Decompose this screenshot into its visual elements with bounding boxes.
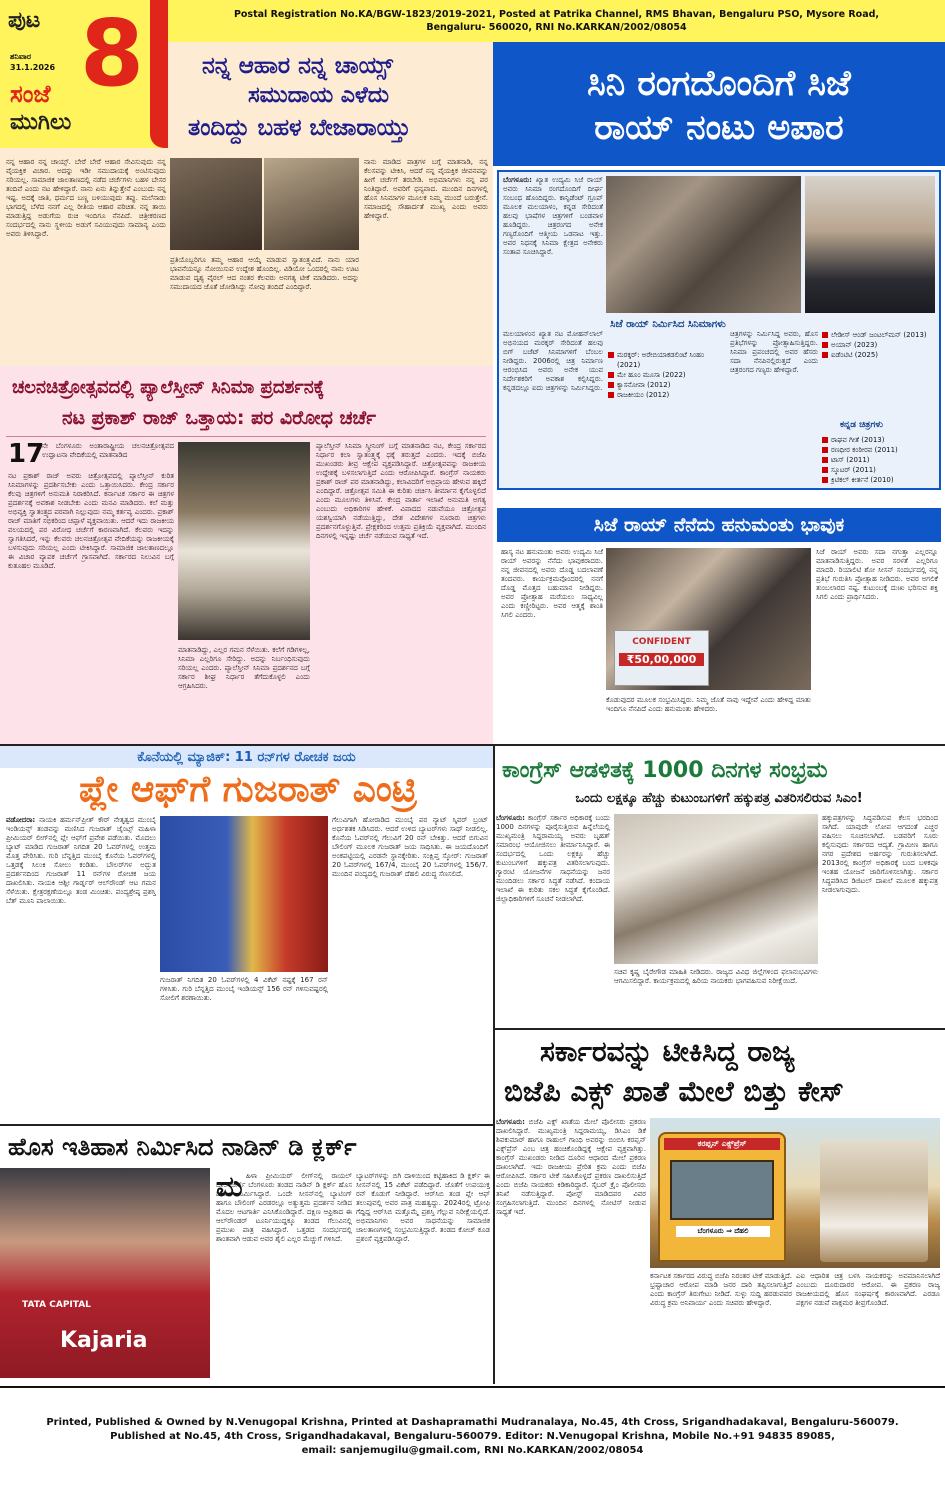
story1-column-3: ನಾನು ಮಾಡಿದ ಪಾತ್ರಗಳ ಬಗ್ಗೆ ಮಾತನಾಡಿ, ನನ್ನ ಕೆಲಸವನ್ನು ಟೀಕಿಸಿ, ಆದರೆ ನನ್ನ ವೈಯಕ್ತಿಕ ಜೀವನವನ್ನು ಹೀಗೆ ಚರ್ಚೆಗೆ ತರಬೇಡಿ. ಅಭಿಮಾನಿಗಳು ನನ್ನ ಪರ ನಿಂತಿದ್ದಾರೆ. ಅವರಿಗೆ ಧನ್ಯವಾದ. ಮುಂದಿನ ದಿನಗಳಲ್ಲಿ ಹೊಸ ಸಿನಿಮಾಗಳ ಮೂಲಕ ನಿಮ್ಮ ಮುಂದೆ ಬರುತ್ತೇನೆ. ಸಮಾಜದಲ್ಲಿ ಸೌಹಾರ್ದತೆ ಮುಖ್ಯ ಎಂದು ಅವರು ಹೇಳಿದ್ದಾರೆ. <box>364 158 488 220</box>
film-item: ಕ್ಯಾಸನೋವಾ (2012) <box>608 380 718 390</box>
story1-column-2: ಪ್ರತಿಯೊಬ್ಬರಿಗೂ ತಮ್ಮ ಆಹಾರ ಆಯ್ಕೆ ಮಾಡುವ ಸ್ವಾತಂತ್ರ್ಯವಿದೆ. ನಾನು ಯಾರ ಭಾವನೆಯನ್ನೂ ನೋಯಿಸುವ ಉದ್ದೇಶ ಹೊಂದಿಲ್ಲ. ವಿಡಿಯೋ ಒಂದರಲ್ಲಿ ನಾನು ಊಟ ಮಾಡುವ ದೃಶ್ಯ ವೈರಲ್ ಆದ ನಂತರ ಕೆಲವರು ಅನಗತ್ಯ ಟೀಕೆ ಮಾಡಿದರು. ಅದನ್ನು ಸಮುದಾಯದ ಜೊತೆ ಜೋಡಿಸಿದ್ದು ನೋವು ತಂದಿದೆ ಎಂದಿದ್ದಾರೆ. <box>170 256 359 291</box>
story7-bus-route: ಬೆಂಗಳೂರು ⇒ ದೆಹಲಿ <box>676 1226 770 1237</box>
footer-line1: Printed, Published & Owned by N.Venugopal Krishna, Printed at Dashapramathi Mudranalaya, No.45, 4th Cross, Srigandhadakaval, Bengaluru-560079. <box>46 1417 899 1428</box>
row-rule <box>0 744 945 746</box>
story4-headline: ಸಿಜೆ ರಾಯ್ ನೆನೆದು ಹನುಮಂತು ಭಾವುಕ <box>593 514 845 536</box>
story8-column-2: ಬ್ಯಾಟರ್‌ಗಳನ್ನು ಬಿಗಿ ದಾಳಿಯಿಂದ ಕಟ್ಟಿಹಾಕಿದ ಡಿ ಕ್ಲರ್ಕ್ ಈ ಸೀಸನ್‌ನಲ್ಲಿ 15 ವಿಕೆಟ್ ಪಡೆದಿದ್ದಾರೆ. ಜೊತೆಗೆ ಉಪಯುಕ್ತ ರನ್ ಕೊಡುಗೆ ನೀಡಿದ್ದಾರೆ. ಆರ್‌ಸಿಬಿ ತಂಡ ಪ್ಲೇ ಆಫ್ ತಲುಪುವಲ್ಲಿ ಅವರ ಪಾತ್ರ ಮಹತ್ವದ್ದು. 2024ರಲ್ಲಿ ಟ್ರೋಫಿ ಗೆದ್ದಿದ್ದ ಆರ್‌ಸಿಬಿ ಮತ್ತೊಮ್ಮೆ ಪ್ರಶಸ್ತಿ ಗೆಲ್ಲುವ ನಿರೀಕ್ಷೆಯಲ್ಲಿದೆ. ಅಭಿಮಾನಿಗಳು ಅವರ ಸಾಧನೆಯನ್ನು ಸಾಮಾಜಿಕ ಜಾಲತಾಣಗಳಲ್ಲಿ ಸಂಭ್ರಮಿಸುತ್ತಿದ್ದಾರೆ. ತಂಡದ ಕೋಚ್ ಕೂಡ ಪ್ರಶಂಸೆ ವ್ಯಕ್ತಪಡಿಸಿದ್ದಾರೆ. <box>356 1172 490 1243</box>
story1-headline-line3: ತಂದಿದ್ದು ಬಹಳ ಬೇಜಾರಾಯ್ತು <box>188 115 411 141</box>
story5-column-2: ಗುಜರಾತ್ ನಿಗದಿತ 20 ಓವರ್‌ಗಳಲ್ಲಿ 4 ವಿಕೆಟ್ ನಷ್ಟಕ್ಕೆ 167 ರನ್ ಗಳಿಸಿತು. ಗುರಿ ಬೆನ್ನತ್ತಿದ ಮುಂಬೈ ಇಂಡಿಯನ್ಸ್ 156 ರನ್ ಗಳಿಸುವಷ್ಟರಲ್ಲಿ ಸೋಲಿಗೆ ಶರಣಾಯಿತು. <box>160 976 328 1002</box>
story8-headline: ಹೊಸ ಇತಿಹಾಸ ನಿರ್ಮಿಸಿದ ನಾಡಿನ್ ಡಿ ಕ್ಲರ್ಕ್ <box>8 1133 357 1161</box>
story3-photo-prakash-raj <box>178 442 310 640</box>
film-item: ಅಯಾನ್ (2023) <box>822 340 937 350</box>
story2-column-1: ಬೆಂಗಳೂರು: ಖ್ಯಾತ ಉದ್ಯಮಿ ಸಿಜೆ ರಾಯ್ ಅವರು ಸಿನಿಮಾ ರಂಗದೊಂದಿಗೆ ದೀರ್ಘ ಸಂಬಂಧ ಹೊಂದಿದ್ದರು. ಕಾನ್ಫಿಡೆಂಟ್ ಗ್ರೂಪ್ ಮೂಲಕ ಮಲಯಾಳಂ, ಕನ್ನಡ ಸೇರಿದಂತೆ ಹಲವು ಭಾಷೆಗಳ ಚಿತ್ರಗಳಿಗೆ ಬಂಡವಾಳ ಹೂಡಿದ್ದರು. ಚಿತ್ರರಂಗದ ಅನೇಕ ಗಣ್ಯರೊಂದಿಗೆ ಆತ್ಮೀಯ ಒಡನಾಟ ಇತ್ತು. ಅವರ ನಿಧನಕ್ಕೆ ಸಿನಿಮಾ ಕ್ಷೇತ್ರದ ಅನೇಕರು ಸಂತಾಪ ಸೂಚಿಸಿದ್ದಾರೆ. <box>503 176 603 256</box>
story5-photo-players <box>160 816 328 972</box>
masthead-red-bar <box>150 0 168 148</box>
registration-line1: Postal Registration No.KA/BGW-1823/2019-2021, Posted at Patrika Channel, RMS Bhavan, Bengaluru PSO, Mysore Road, <box>233 9 880 20</box>
film-item: ಮರಕ್ಕರ್: ಅರೇಬಿಯಾಕಡಲಿಂಟೆ ಸಿಂಹಂ (2021) <box>608 350 718 370</box>
story3-divider <box>6 436 486 437</box>
masthead <box>0 0 168 148</box>
story6-column-2: ಸಚಿವ ಕೃಷ್ಣ ಬೈರೇಗೌಡ ಮಾಹಿತಿ ನೀಡಿದರು. ರಾಜ್ಯದ ವಿವಿಧ ಜಿಲ್ಲೆಗಳಿಂದ ಫಲಾನುಭವಿಗಳು ಆಗಮಿಸಲಿದ್ದಾರೆ. ಕಾರ್ಯಕ್ರಮದಲ್ಲಿ ಹಿರಿಯ ನಾಯಕರು ಭಾಗವಹಿಸುವ ನಿರೀಕ್ಷೆಯಿದೆ. <box>614 968 818 985</box>
footer-line2: Published at No.45, 4th Cross, Srigandhadakaval, Bengaluru-560079. Editor: N.Venugopal Krishna, Mobile No.+91 94835 89085, <box>110 1431 835 1442</box>
story7-bus-window <box>670 1160 774 1220</box>
story3-column-2: ಮಾತನಾಡಿದ್ದು, ಎಲ್ಲರ ಗಮನ ಸೆಳೆಯಿತು. ಕಲೆಗೆ ಗಡಿಗಳಿಲ್ಲ, ಸಿನಿಮಾ ಎಲ್ಲರಿಗೂ ಸೇರಿದ್ದು. ಅದನ್ನು ನಿರ್ಬಂಧಿಸುವುದು ಸರಿಯಲ್ಲ ಎಂದರು. ಪ್ಯಾಲೆಸ್ತೀನ್ ಸಿನಿಮಾ ಪ್ರದರ್ಶನದ ಬಗ್ಗೆ ಸರ್ಕಾರ ಶೀಘ್ರ ನಿರ್ಧಾರ ತೆಗೆದುಕೊಳ್ಳಲಿ ಎಂದು ಆಗ್ರಹಿಸಿದರು. <box>178 646 310 690</box>
story7-headline-line2: ಬಿಜೆಪಿ ಎಕ್ಸ್ ಖಾತೆ ಮೇಲೆ ಬಿತ್ತು ಕೇಸ್ <box>504 1075 844 1108</box>
story8-column-1: ಹಿಳಾ ಪ್ರೀಮಿಯರ್ ಲೀಗ್‌ನಲ್ಲಿ ರಾಯಲ್ ಚಾಲೆಂಜರ್ಸ್ ಬೆಂಗಳೂರು ತಂಡದ ನಾಡಿನ್ ಡಿ ಕ್ಲರ್ಕ್ ಹೊಸ ದಾಖಲೆ ನಿರ್ಮಿಸಿದ್ದಾರೆ. ಒಂದೇ ಸೀಸನ್‌ನಲ್ಲಿ ಬ್ಯಾಟಿಂಗ್ ಹಾಗೂ ಬೌಲಿಂಗ್ ಎರಡರಲ್ಲೂ ಅತ್ಯುತ್ತಮ ಪ್ರದರ್ಶನ ನೀಡಿದ ಮೊದಲ ಆಟಗಾರ್ತಿ ಎನಿಸಿಕೊಂಡಿದ್ದಾರೆ. ದಕ್ಷಿಣ ಆಫ್ರಿಕಾದ ಈ ಆಲ್‌ರೌಂಡರ್ ಟೂರ್ನಿಯುದ್ದಕ್ಕೂ ತಂಡದ ಗೆಲುವಿನಲ್ಲಿ ಪ್ರಮುಖ ಪಾತ್ರ ವಹಿಸಿದ್ದಾರೆ. ಒತ್ತಡದ ಸಂದರ್ಭದಲ್ಲಿ ಶಾಂತವಾಗಿ ಆಡುವ ಅವರ ಶೈಲಿ ಎಲ್ಲರ ಮೆಚ್ಚುಗೆ ಗಳಿಸಿದೆ. <box>216 1172 352 1243</box>
footer-line3: email: sanjemugilu@gmail.com, RNI No.KARKAN/2002/08054 <box>301 1445 644 1456</box>
story2-headline-line1: ಸಿನಿ ರಂಗದೊಂದಿಗೆ ಸಿಜೆ <box>587 64 851 104</box>
story6-column-3: ಹಕ್ಕುಪತ್ರಗಳನ್ನು ಸಿದ್ಧಪಡಿಸುವ ಕೆಲಸ ಭರದಿಂದ ಸಾಗಿದೆ. ಯಾವುದೇ ಲೋಪ ಆಗದಂತೆ ಎಚ್ಚರ ವಹಿಸಲು ಸೂಚಿಸಲಾಗಿದೆ. ಬಡವರಿಗೆ ಸೂರು ಕಲ್ಪಿಸುವುದು ಸರ್ಕಾರದ ಆದ್ಯತೆ. ಗ್ರಾಮೀಣ ಹಾಗೂ ನಗರ ಪ್ರದೇಶದ ಅರ್ಹರನ್ನು ಗುರುತಿಸಲಾಗಿದೆ. 2013ರಲ್ಲಿ ಕಾಂಗ್ರೆಸ್ ಅಧಿಕಾರಕ್ಕೆ ಬಂದ ಬಳಿಕವೂ ಇಂತಹ ಯೋಜನೆ ಜಾರಿಗೊಳಿಸಲಾಗಿತ್ತು. ಸರ್ಕಾರ ಸಿದ್ಧಪಡಿಸಿದ ಡಿಜಿಟಲ್ ದಾಖಲೆ ಮೂಲಕ ಹಕ್ಕುಪತ್ರ ನೀಡಲಾಗುವುದು. <box>822 814 938 894</box>
story5-dateline: ವಡೋದರಾ: <box>6 816 36 824</box>
story7-headline-line1: ಸರ್ಕಾರವನ್ನು ಟೀಕಿಸಿದ್ದ ರಾಜ್ಯ <box>540 1035 795 1068</box>
story3-column-3: ಪ್ಯಾಲೆಸ್ತೀನ್ ಸಿನಿಮಾ ಸ್ಕ್ರೀನಿಂಗ್ ಬಗ್ಗೆ ಮಾತನಾಡಿದ ನಟ, ಕೇಂದ್ರ ಸರ್ಕಾರದ ನಿರ್ಧಾರ ಕಲಾ ಸ್ವಾತಂತ್ರ್ಯಕ್ಕೆ ಧಕ್ಕೆ ತರುತ್ತದೆ ಎಂದರು. ಇದಕ್ಕೆ ಬಿಜೆಪಿ ಮುಖಂಡರು ತೀವ್ರ ಆಕ್ಷೇಪ ವ್ಯಕ್ತಪಡಿಸಿದ್ದಾರೆ. ಚಿತ್ರೋತ್ಸವವನ್ನು ರಾಜಕೀಯ ಉದ್ದೇಶಕ್ಕೆ ಬಳಸಲಾಗುತ್ತಿದೆ ಎಂದು ಆರೋಪಿಸಿದ್ದಾರೆ. ಕಾಂಗ್ರೆಸ್ ನಾಯಕರು ಪ್ರಕಾಶ್ ರಾಜ್ ಪರ ಮಾತನಾಡಿದ್ದು, ಕಲಾವಿದರಿಗೆ ಅಭಿಪ್ರಾಯ ಹೇಳುವ ಹಕ್ಕಿದೆ ಎಂದಿದ್ದಾರೆ. ಚಿತ್ರೋತ್ಸವ ಸಮಿತಿ ಈ ಕುರಿತು ಚರ್ಚಿಸಿ ತೀರ್ಮಾನ ಕೈಗೊಳ್ಳಲಿದೆ ಎಂದು ಮೂಲಗಳು ತಿಳಿಸಿವೆ. ಕೇಂದ್ರ ವಾರ್ತಾ ಇಲಾಖೆ ಅನುಮತಿ ಅಗತ್ಯ ಎಂಬುದು ಅಧಿಕಾರಿಗಳ ಹೇಳಿಕೆ. ವಿವಾದದ ನಡುವೆಯೂ ಚಿತ್ರೋತ್ಸವ ಯಶಸ್ವಿಯಾಗಿ ನಡೆಯುತ್ತಿದ್ದು, ದೇಶ ವಿದೇಶಗಳ ನೂರಾರು ಚಿತ್ರಗಳು ಪ್ರದರ್ಶನಗೊಳ್ಳುತ್ತಿವೆ. ಪ್ರೇಕ್ಷಕರಿಂದ ಉತ್ತಮ ಪ್ರತಿಕ್ರಿಯೆ ವ್ಯಕ್ತವಾಗಿದೆ. ಮುಂದಿನ ದಿನಗಳಲ್ಲಿ ಇನ್ನಷ್ಟು ಚರ್ಚೆ ನಡೆಯುವ ಸಾಧ್ಯತೆ ಇದೆ. <box>316 442 486 540</box>
footer <box>0 1386 945 1491</box>
story1-column-1: ನನ್ನ ಆಹಾರ ನನ್ನ ಚಾಯ್ಸ್. ಬೇರೆ ಬೇರೆ ಆಹಾರ ಸೇವಿಸುವುದು ನನ್ನ ವೈಯಕ್ತಿಕ ವಿಚಾರ. ಅದನ್ನು ಇಡೀ ಸಮುದಾಯಕ್ಕೆ ಅಂಟಿಸುವುದು ಸರಿಯಲ್ಲ. ಸಾಮಾಜಿಕ ಜಾಲತಾಣದಲ್ಲಿ ನಡೆದ ಚರ್ಚೆಗಳು ಬಹಳ ಬೇಸರ ತಂದಿವೆ ಎಂದು ನಟ ಹೇಳಿದ್ದಾರೆ. ನಾನು ಏನು ತಿನ್ನುತ್ತೇನೆ ಎಂಬುದು ನನ್ನ ಇಷ್ಟ. ಅದಕ್ಕೆ ಜಾತಿ, ಧರ್ಮದ ಬಣ್ಣ ಬಳಿಯುವುದು ತಪ್ಪು. ಮಲೆನಾಡು ಭಾಗದಲ್ಲಿ ಬೆಳೆದ ನನಗೆ ಎಲ್ಲ ರೀತಿಯ ಆಹಾರ ಪರಿಚಿತ. ನನ್ನ ತಾಯಿ ಮಾಡುತ್ತಿದ್ದ ಅಡುಗೆಯ ರುಚಿ ಇಂದಿಗೂ ನೆನಪಿದೆ. ಚಿತ್ರೀಕರಣದ ಸಂದರ್ಭದಲ್ಲಿ ನಾನು ಸ್ಥಳೀಯ ಅಡುಗೆ ಸವಿಯುವುದು ಸಾಮಾನ್ಯ ಎಂದು ಅವರು ತಿಳಿಸಿದ್ದಾರೆ. <box>6 158 166 238</box>
story7-bus-board: ಕರಪ್ಷನ್ ಎಕ್ಸ್‌ಪ್ರೆಸ್ <box>664 1138 780 1150</box>
story7-dateline: ಬೆಂಗಳೂರು: <box>496 1118 525 1126</box>
story2-films-right <box>822 330 937 360</box>
story7-column-2: ಕರ್ನಾಟಕ ಸರ್ಕಾರದ ವಿರುದ್ಧ ಬಿಜೆಪಿ ನಿರಂತರ ಟೀಕೆ ಮಾಡುತ್ತಿದೆ. ಭ್ರಷ್ಟಾಚಾರ ಆರೋಪ ಮಾಡಿ ಜನರ ದಾರಿ ತಪ್ಪಿಸಲಾಗುತ್ತಿದೆ ಎಂದು ಕಾಂಗ್ರೆಸ್ ತಿರುಗೇಟು ನೀಡಿದೆ. ಸುಳ್ಳು ಸುದ್ದಿ ಹರಡುವವರ ವಿರುದ್ಧ ಕ್ರಮ ಅನಿವಾರ್ಯ ಎಂದು ಸಚಿವರು ಹೇಳಿದ್ದಾರೆ. <box>650 1272 792 1307</box>
story6-column-1: ಬೆಂಗಳೂರು: ಕಾಂಗ್ರೆಸ್ ಸರ್ಕಾರ ಅಧಿಕಾರಕ್ಕೆ ಬಂದು 1000 ದಿನಗಳನ್ನು ಪೂರೈಸುತ್ತಿರುವ ಹಿನ್ನೆಲೆಯಲ್ಲಿ ಮುಖ್ಯಮಂತ್ರಿ ಸಿದ್ದರಾಮಯ್ಯ ಅವರು ಬೃಹತ್ ಸಮಾರಂಭ ಆಯೋಜಿಸಲು ತೀರ್ಮಾನಿಸಿದ್ದಾರೆ. ಈ ಸಂದರ್ಭದಲ್ಲಿ ಒಂದು ಲಕ್ಷಕ್ಕೂ ಹೆಚ್ಚು ಕುಟುಂಬಗಳಿಗೆ ಹಕ್ಕುಪತ್ರ ವಿತರಿಸಲಾಗುವುದು. ಗ್ಯಾರಂಟಿ ಯೋಜನೆಗಳ ಸಾಧನೆಯನ್ನು ಜನರ ಮುಂದಿಡಲು ಸರ್ಕಾರ ಸಿದ್ಧತೆ ನಡೆಸಿದೆ. ಕಂದಾಯ ಇಲಾಖೆ ಈ ಕುರಿತು ಸಕಲ ಸಿದ್ಧತೆ ಕೈಗೊಂಡಿದೆ. ಜಿಲ್ಲಾಧಿಕಾರಿಗಳಿಗೆ ಸೂಚನೆ ನೀಡಲಾಗಿದೆ. <box>496 814 610 903</box>
row-rule <box>495 1028 945 1030</box>
story1 <box>168 42 493 148</box>
story4-banner-amount: ₹50,00,000 <box>619 653 704 666</box>
story7-column-3: ಎಐ ಆಧಾರಿತ ಚಿತ್ರ ಬಳಸಿ ನಾಯಕರನ್ನು ಅವಮಾನಿಸಲಾಗಿದೆ ಎಂಬುದು ದೂರುದಾರರ ಆರೋಪ. ಈ ಪ್ರಕರಣ ರಾಜ್ಯ ರಾಜಕೀಯದಲ್ಲಿ ಹೊಸ ಸಂಘರ್ಷಕ್ಕೆ ಕಾರಣವಾಗಿದೆ. ಎರಡೂ ಪಕ್ಷಗಳ ನಡುವೆ ವಾಕ್ಸಮರ ತೀವ್ರಗೊಂಡಿದೆ. <box>796 1272 940 1307</box>
story2-collage <box>606 176 801 313</box>
registration-line2: Bengaluru- 560020, RNI No.KARKAN/2002/08054 <box>426 22 687 33</box>
story2-column-2: ಚಿತ್ರಗಳನ್ನು ನಿರ್ಮಿಸಿದ್ದ ಅವರು, ಹೊಸ ಪ್ರತಿಭೆಗಳನ್ನು ಪ್ರೋತ್ಸಾಹಿಸುತ್ತಿದ್ದರು. ಸಿನಿಮಾ ಪ್ರಪಂಚದಲ್ಲಿ ಅವರ ಹೆಸರು ಸದಾ ನೆನಪಿನಲ್ಲಿರುತ್ತದೆ ಎಂದು ಚಿತ್ರರಂಗದ ಗಣ್ಯರು ಹೇಳಿದ್ದಾರೆ. <box>730 330 818 374</box>
story7-bus <box>658 1132 786 1262</box>
story4-collage <box>606 548 811 690</box>
story6-photo-cm <box>614 814 818 964</box>
story3-column-1b: ನಟ ಪ್ರಕಾಶ್ ರಾಜ್ ಅವರು ಚಿತ್ರೋತ್ಸವದಲ್ಲಿ ಪ್ಯಾಲೆಸ್ತೀನ್ ಕುರಿತ ಸಿನಿಮಾಗಳನ್ನು ಪ್ರದರ್ಶಿಸಬೇಕು ಎಂದು ಒತ್ತಾಯಿಸಿದರು. ಕೇಂದ್ರ ಸರ್ಕಾರ ಕೆಲವು ಚಿತ್ರಗಳಿಗೆ ಅನುಮತಿ ನಿರಾಕರಿಸಿದೆ. ಕರ್ನಾಟಕ ಸರ್ಕಾರ ಈ ಚಿತ್ರಗಳ ಪ್ರದರ್ಶನಕ್ಕೆ ಅವಕಾಶ ನೀಡಬೇಕು ಎಂದು ಮನವಿ ಮಾಡಿದರು. ಕಲೆ ಮತ್ತು ಅಭಿವ್ಯಕ್ತಿ ಸ್ವಾತಂತ್ರ್ಯದ ಪರವಾಗಿ ನಿಲ್ಲುವುದು ನಮ್ಮ ಕರ್ತವ್ಯ ಎಂದರು. ಪ್ರಕಾಶ್ ರಾಜ್ ಮಾತಿಗೆ ಸಭಿಕರಿಂದ ಚಪ್ಪಾಳೆ ವ್ಯಕ್ತವಾಯಿತು. ಆದರೆ ಇದು ರಾಜಕೀಯ ವಲಯದಲ್ಲಿ ಪರ ವಿರೋಧ ಚರ್ಚೆಗೆ ಕಾರಣವಾಗಿದೆ. ಕೆಲವರು ಇದನ್ನು ಸ್ವಾಗತಿಸಿದರೆ, ಇನ್ನು ಕೆಲವರು ಚಲನಚಿತ್ರೋತ್ಸವ ವೇದಿಕೆಯನ್ನು ರಾಜಕೀಯಕ್ಕೆ ಬಳಸುವುದು ಸರಿಯಲ್ಲ ಎಂದು ಟೀಕಿಸಿದ್ದಾರೆ. ಸಾಮಾಜಿಕ ಜಾಲತಾಣದಲ್ಲೂ ಈ ವಿಚಾರ ವ್ಯಾಪಕ ಚರ್ಚೆಗೆ ಗ್ರಾಸವಾಗಿದೆ. ಸರ್ಕಾರದ ನಿಲುವಿನ ಬಗ್ಗೆ ಕುತೂಹಲ ಮೂಡಿದೆ. <box>8 472 174 570</box>
film-item: ರಾಘವ ಗೀತೆ (2013) <box>822 435 937 445</box>
story5-kicker-text: ಕೊನೆಯಲ್ಲಿ ಮ್ಯಾಜಿಕ್: 11 ರನ್‌ಗಳ ರೋಚಕ ಜಯ <box>137 750 356 765</box>
row-rule <box>0 1124 493 1126</box>
story4-headline-bar <box>497 508 941 542</box>
story4-column-3: ಸಿಜೆ ರಾಯ್ ಅವರು ಸದಾ ನಗುತ್ತಾ ಎಲ್ಲರನ್ನೂ ಮಾತನಾಡಿಸುತ್ತಿದ್ದರು. ಅವರ ಸರಳತೆ ಎಲ್ಲರಿಗೂ ಮಾದರಿ. ರಿಯಾಲಿಟಿ ಶೋ ಸೀಸನ್ ಸಂದರ್ಭದಲ್ಲಿ ನನ್ನ ಪ್ರತಿಭೆ ಗುರುತಿಸಿ ಪ್ರೋತ್ಸಾಹ ನೀಡಿದರು. ಅವರ ಅಗಲಿಕೆ ತುಂಬಲಾರದ ನಷ್ಟ. ಕುಟುಂಬಕ್ಕೆ ದುಃಖ ಭರಿಸುವ ಶಕ್ತಿ ಸಿಗಲಿ ಎಂದು ಪ್ರಾರ್ಥಿಸಿದರು. <box>816 548 938 601</box>
story3-headline-line1: ಚಲನಚಿತ್ರೋತ್ಸವದಲ್ಲಿ ಪ್ಯಾಲೆಸ್ತೀನ್ ಸಿನಿಮಾ ಪ್ರದರ್ಶನಕ್ಕೆ <box>12 377 325 398</box>
story2-headline-line2: ರಾಯ್ ನಂಟು ಅಪಾರ <box>594 108 844 148</box>
story4-column-1: ಹಾಸ್ಯ ನಟ ಹನುಮಂತು ಅವರು ಉದ್ಯಮಿ ಸಿಜೆ ರಾಯ್ ಅವರನ್ನು ನೆನೆದು ಭಾವುಕರಾದರು. ನನ್ನ ಜೀವನದಲ್ಲಿ ಅವರು ದೊಡ್ಡ ಬದಲಾವಣೆ ತಂದವರು. ಕಾರ್ಯಕ್ರಮವೊಂದರಲ್ಲಿ ನನಗೆ ದೊಡ್ಡ ಮೊತ್ತದ ಬಹುಮಾನ ನೀಡಿದ್ದರು. ಅವರ ಪ್ರೋತ್ಸಾಹ ಮರೆಯಲು ಸಾಧ್ಯವಿಲ್ಲ ಎಂದು ಕಣ್ಣೀರಿಟ್ಟರು. ಅವರ ಆತ್ಮಕ್ಕೆ ಶಾಂತಿ ಸಿಗಲಿ ಎಂದರು. <box>501 548 603 619</box>
story3-headline-line2: ನಟ ಪ್ರಕಾಶ್ ರಾಜ್ ಒತ್ತಾಯ: ಪರ ವಿರೋಧ ಚರ್ಚೆ <box>62 407 377 429</box>
story5-kicker <box>0 746 493 768</box>
story2-films-kannada <box>822 435 937 485</box>
story8-jersey-text1: TATA CAPITAL <box>22 1300 91 1310</box>
film-item: ಕ್ರಿಟಿಕಲ್ ಕೀರ್ತನೆ (2010) <box>822 475 937 485</box>
film-item: ಐಡೆಂಟಿಟಿ (2025) <box>822 350 937 360</box>
film-item: ರಾಜಕೀಯಂ (2012) <box>608 390 718 400</box>
story1-photo-actor-portrait <box>170 158 262 250</box>
story1-photo-actor-eating <box>264 158 359 250</box>
story4-banner-text: CONFIDENT <box>632 637 691 647</box>
story6-dateline: ಬೆಂಗಳೂರು: <box>496 814 525 822</box>
story2-dateline: ಬೆಂಗಳೂರು: <box>503 176 532 184</box>
registration-banner <box>168 0 945 42</box>
story3-dropcap: 17 <box>8 439 45 469</box>
page-day: ಶನಿವಾರ <box>10 52 32 61</box>
story5-headline: ಪ್ಲೇ ಆಫ್‌ಗೆ ಗುಜರಾತ್ ಎಂಟ್ರಿ <box>79 769 417 810</box>
story4-column-2: ಕೊಡುವುದರ ಮೂಲಕ ಸಂಭ್ರಮಿಸಿದ್ದರು. ನಿಮ್ಮ ಜೊತೆ ನಾವು ಇದ್ದೇವೆ ಎಂದು ಹೇಳಿದ್ದ ಮಾತು ಇಂದಿಗೂ ನೆನಪಿದೆ ಎಂದು ಹನುಮಂತು ಹೇಳಿದರು. <box>606 696 811 713</box>
story2-column-1b: ಮಲಯಾಳಂನ ಖ್ಯಾತ ನಟ ಮೋಹನ್‌ಲಾಲ್ ಅಭಿನಯದ ಮರಕ್ಕರ್ ಸೇರಿದಂತೆ ಹಲವು ಬಿಗ್ ಬಜೆಟ್ ಸಿನಿಮಾಗಳಿಗೆ ಬೆಂಬಲ ನೀಡಿದ್ದರು. 2006ರಲ್ಲಿ ಚಿತ್ರ ನಿರ್ಮಾಣ ಆರಂಭಿಸಿದ ಅವರು ಅನೇಕ ಯುವ ನಿರ್ದೇಶಕರಿಗೆ ಅವಕಾಶ ಕಲ್ಪಿಸಿದ್ದರು. ಕನ್ನಡದಲ್ಲೂ ಐದು ಚಿತ್ರಗಳನ್ನು ನಿರ್ಮಿಸಿದ್ದರು. <box>503 330 603 392</box>
page-date: 31.1.2026 <box>10 63 56 72</box>
story8-photo-nadine <box>0 1168 210 1378</box>
film-item: ಸ್ಕೂಟರ್ (2011) <box>822 465 937 475</box>
story5-column-3: ಗೆಲುವಿಗಾಗಿ ಹೋರಾಡಿದ ಮುಂಬೈ ಪರ ನ್ಯಾಟ್ ಸ್ಕಿವರ್ ಬ್ರಂಟ್ ಅರ್ಧಶತಕ ಸಿಡಿಸಿದರು. ಆದರೆ ಉಳಿದ ಬ್ಯಾಟರ್‌ಗಳು ಸಾಥ್ ನೀಡಲಿಲ್ಲ. ಕೊನೆಯ ಓವರ್‌ನಲ್ಲಿ ಗೆಲುವಿಗೆ 20 ರನ್ ಬೇಕಿತ್ತು. ಆದರೆ ಬಿಗುವಿನ ಬೌಲಿಂಗ್ ಮೂಲಕ ಗುಜರಾತ್ ಜಯ ಸಾಧಿಸಿತು. ಈ ಜಯದೊಂದಿಗೆ ಅಂಕಪಟ್ಟಿಯಲ್ಲಿ ಎರಡನೇ ಸ್ಥಾನಕ್ಕೇರಿತು. ಸಂಕ್ಷಿಪ್ತ ಸ್ಕೋರ್: ಗುಜರಾತ್ 20 ಓವರ್‌ಗಳಲ್ಲಿ 167/4, ಮುಂಬೈ 20 ಓವರ್‌ಗಳಲ್ಲಿ 156/7. ಮುಂದಿನ ಪಂದ್ಯದಲ್ಲಿ ಗುಜರಾತ್ ದೆಹಲಿ ವಿರುದ್ಧ ಸೆಣಸಲಿದೆ. <box>332 816 488 878</box>
paper-name-line1: ಸಂಜೆ <box>10 80 51 108</box>
story2-films-title: ಸಿಜೆ ರಾಯ್ ನಿರ್ಮಿಸಿದ ಸಿನಿಮಾಗಳು <box>610 319 726 330</box>
story3-column-1: ನೇ ಬೆಂಗಳೂರು ಅಂತಾರಾಷ್ಟ್ರೀಯ ಚಲನಚಿತ್ರೋತ್ಸವದ ಉದ್ಘಾಟನಾ ವೇದಿಕೆಯಲ್ಲಿ ಮಾತನಾಡಿದ <box>42 442 174 459</box>
story7-person-figures <box>820 1140 928 1262</box>
story8-dropcap: ಮ <box>216 1170 243 1203</box>
story2-headline-bar <box>493 42 945 166</box>
story2-films-left <box>608 350 718 400</box>
film-item: ಮೇ ಹೂಂ ಮೂಸಾ (2022) <box>608 370 718 380</box>
film-item: ಟಾಸ್ (2011) <box>822 455 937 465</box>
film-item: ಲೇಡೀಸ್ ಆಂಡ್ ಜಂಟಲ್‌ಮನ್ (2013) <box>822 330 937 340</box>
story1-headline-line2: ಸಮುದಾಯ ಎಳೆದು <box>248 83 389 108</box>
story2-photo-cj-roy <box>805 176 935 313</box>
page-number: 8 <box>80 0 145 107</box>
paper-name-line2: ಮುಗಿಲು <box>10 110 72 135</box>
story1-headline-line1: ನನ್ನ ಆಹಾರ ನನ್ನ ಚಾಯ್ಸ್ <box>202 53 393 79</box>
story6-subhead: ಒಂದು ಲಕ್ಷಕ್ಕೂ ಹೆಚ್ಚು ಕುಟುಂಬಗಳಿಗೆ ಹಕ್ಕುಪತ್ರ ವಿತರಿಸಲಿರುವ ಸಿಎಂ! <box>575 791 863 806</box>
story6-headline: ಕಾಂಗ್ರೆಸ್ ಆಡಳಿತಕ್ಕೆ 1000 ದಿನಗಳ ಸಂಭ್ರಮ <box>502 758 828 783</box>
story4-cheque-banner <box>614 630 709 686</box>
column-rule <box>493 744 495 1384</box>
story8-jersey-text2: Kajaria <box>60 1328 148 1353</box>
page-word: ಪುಟ <box>8 8 41 33</box>
story7-column-1: ಬೆಂಗಳೂರು: ಬಿಜೆಪಿ ಎಕ್ಸ್ ಖಾತೆಯ ಮೇಲೆ ಪೊಲೀಸರು ಪ್ರಕರಣ ದಾಖಲಿಸಿದ್ದಾರೆ. ಮುಖ್ಯಮಂತ್ರಿ ಸಿದ್ದರಾಮಯ್ಯ, ಡಿಸಿಎಂ ಡಿಕೆ ಶಿವಕುಮಾರ್ ಹಾಗೂ ರಾಹುಲ್ ಗಾಂಧಿ ಅವರನ್ನು ಬಿಂಬಿಸಿ ಕರಪ್ಷನ್ ಎಕ್ಸ್‌ಪ್ರೆಸ್ ಎಂಬ ಚಿತ್ರ ಹಂಚಿಕೊಂಡಿದ್ದಕ್ಕೆ ಆಕ್ಷೇಪ ವ್ಯಕ್ತವಾಗಿತ್ತು. ಕಾಂಗ್ರೆಸ್ ಮುಖಂಡರು ನೀಡಿದ ದೂರಿನ ಆಧಾರದ ಮೇಲೆ ಪ್ರಕರಣ ದಾಖಲಾಗಿದೆ. ಇದು ರಾಜಕೀಯ ಪ್ರೇರಿತ ಕ್ರಮ ಎಂದು ಬಿಜೆಪಿ ಆರೋಪಿಸಿದೆ. ಸರ್ಕಾರ ಟೀಕೆ ಸಹಿಸಿಕೊಳ್ಳದೆ ಪ್ರಕರಣ ದಾಖಲಿಸುತ್ತಿದೆ ಎಂದು ಬಿಜೆಪಿ ನಾಯಕರು ಕಿಡಿಕಾರಿದ್ದಾರೆ. ಸೈಬರ್ ಕ್ರೈಂ ಪೊಲೀಸರು ತನಿಖೆ ನಡೆಸುತ್ತಿದ್ದಾರೆ. ಪೋಸ್ಟ್ ಮಾಡಿದವರ ವಿವರ ಸಂಗ್ರಹಿಸಲಾಗುತ್ತಿದೆ. ಮುಂದಿನ ದಿನಗಳಲ್ಲಿ ನೋಟಿಸ್ ನೀಡುವ ಸಾಧ್ಯತೆ ಇದೆ. <box>496 1118 646 1216</box>
film-item: ರಣಧೀರ ಕಂಠೀರವ (2011) <box>822 445 937 455</box>
story2-kannada-title: ಕನ್ನಡ ಚಿತ್ರಗಳು <box>840 420 883 430</box>
story5-column-1: ವಡೋದರಾ: ನಾಯಕಿ ಹರ್ಮನ್‌ಪ್ರೀತ್ ಕೌರ್ ನೇತೃತ್ವದ ಮುಂಬೈ ಇಂಡಿಯನ್ಸ್ ತಂಡವನ್ನು ಮಣಿಸಿದ ಗುಜರಾತ್ ಜೈಂಟ್ಸ್ ಮಹಿಳಾ ಪ್ರೀಮಿಯರ್ ಲೀಗ್‌ನಲ್ಲಿ ಪ್ಲೇ ಆಫ್‌ಗೆ ಪ್ರವೇಶ ಪಡೆಯಿತು. ಮೊದಲು ಬ್ಯಾಟ್ ಮಾಡಿದ ಗುಜರಾತ್ ನಿಗದಿತ 20 ಓವರ್‌ಗಳಲ್ಲಿ ಉತ್ತಮ ಮೊತ್ತ ಪೇರಿಸಿತು. ಗುರಿ ಬೆನ್ನತ್ತಿದ ಮುಂಬೈ ಕೊನೆಯ ಓವರ್‌ಗಳಲ್ಲಿ ಒತ್ತಡಕ್ಕೆ ಸಿಲುಕಿ ಸೋಲು ಕಂಡಿತು. ಬೌಲರ್‌ಗಳ ಅದ್ಭುತ ಪ್ರದರ್ಶನದಿಂದ ಗುಜರಾತ್ 11 ರನ್‌ಗಳ ರೋಚಕ ಜಯ ದಾಖಲಿಸಿತು. ನಾಯಕಿ ಆಶ್ಲೀ ಗಾರ್ಡ್ನರ್ ಆಲ್‌ರೌಂಡ್ ಆಟ ಗಮನ ಸೆಳೆಯಿತು. ಕ್ಷೇತ್ರರಕ್ಷಣೆಯಲ್ಲೂ ತಂಡ ಮಿಂಚಿತು. ಪಂದ್ಯಶ್ರೇಷ್ಠ ಪ್ರಶಸ್ತಿ ಬೆತ್ ಮೂನಿ ಪಾಲಾಯಿತು. <box>6 816 156 905</box>
story7-photo-bus-illustration <box>650 1118 940 1268</box>
